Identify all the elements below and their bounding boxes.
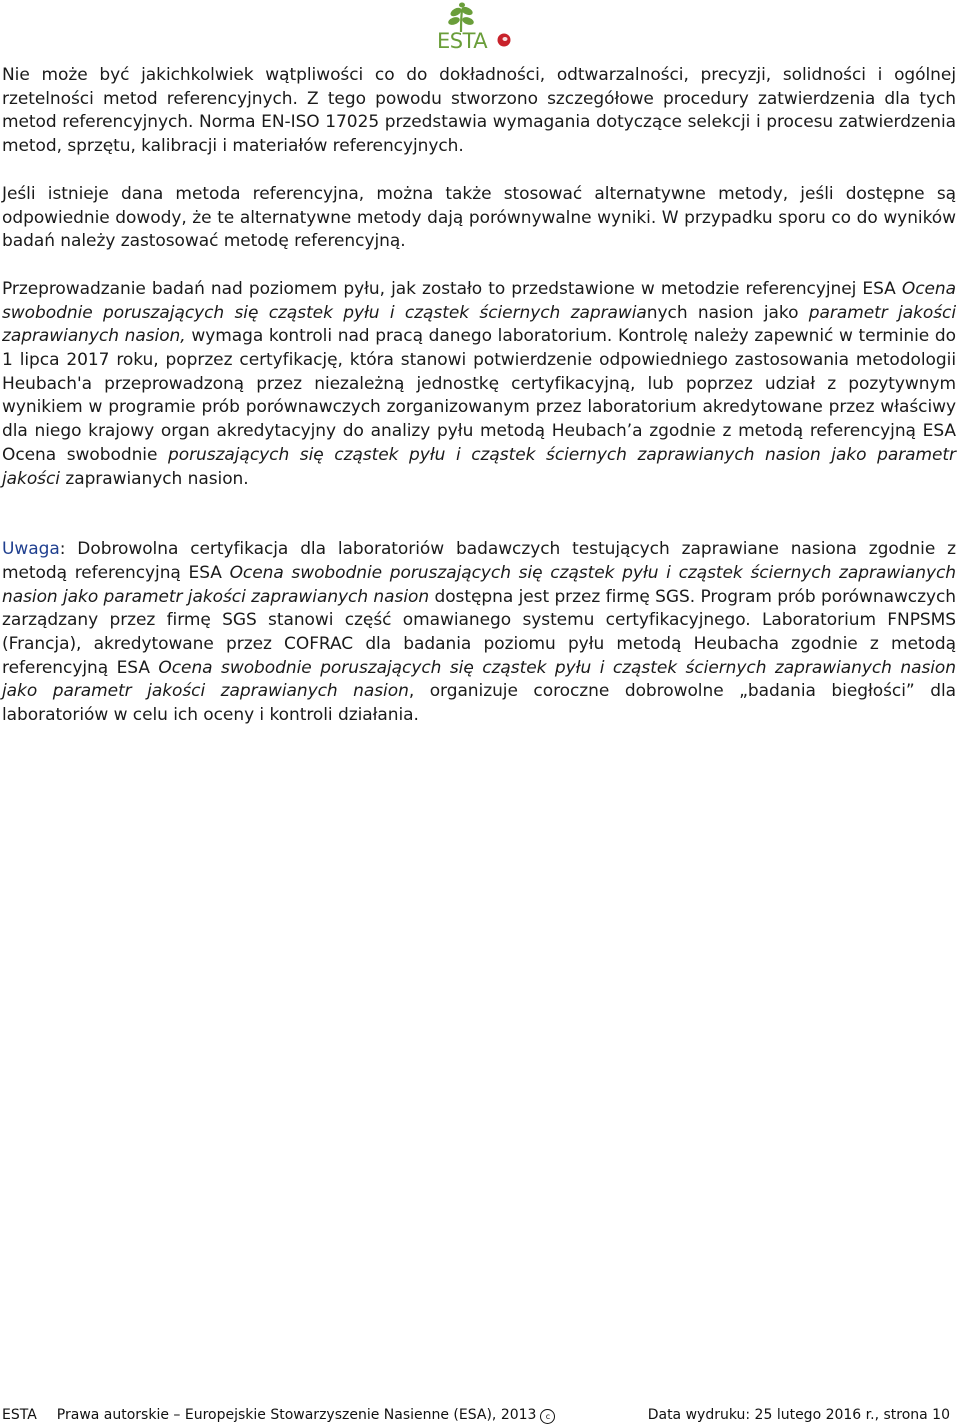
p3-italic-3: poruszających się cząstek pyłu i cząstek ściernych zaprawianych nasion jako parametr jakości — [2, 444, 956, 489]
p3-italic-1: Ocena swobodnie poruszających się cząstek pyłu i cząstek ściernych zaprawia — [2, 278, 956, 323]
note-text-2: dostępna jest przez firmę SGS. Program prób porównawczych zarządzany przez firmę SGS stanowi część omawianego systemu certyfikacyjnego. Laboratorium FNPSMS (Francja), akredytowane przez COFRAC dla badania poziomu pyłu metodą Heubacha zgodnie z metodą referencyjną ESA — [2, 586, 957, 678]
p3-italic-2: parametr jakości zaprawianych nasion, — [2, 302, 956, 347]
note-italic-1: Ocena swobodnie poruszających się cząstek pyłu i cząstek ściernych zaprawianych nasion jako parametr jakości zaprawianych nasion — [2, 562, 956, 607]
p3-text-2: nych nasion jako — [646, 302, 809, 323]
paragraph-note — [2, 538, 956, 728]
esta-logo-graphic — [431, 2, 517, 56]
document-body — [2, 64, 956, 728]
paragraph-1: Nie może być jakichkolwiek wątpliwości co do dokładności, odtwarzalności, precyzji, solidności i ogólnej rzetelności metod referencyjnych. Z tego powodu stworzono szczegółowe procedury zatwierdzenia dla tych metod referencyjnych. Norma EN-ISO 17025 przedstawia wymagania dotyczące selekcji i procesu zatwierdzenia metod, sprzętu, kalibracji i materiałów referencyjnych. — [2, 65, 956, 157]
p3-text-3: wymaga kontroli nad pracą danego laboratorium. Kontrolę należy zapewnić w terminie do 1 lipca 2017 roku, poprzez certyfikację, która stanowi potwierdzenie odpowiedniego zastosowania metodologii Heubach'a przeprowadzoną przez niezależną jednostkę certyfikacyjną, lub poprzez udział z pozytywnym wynikiem w programie prób porównawczych zorganizowanym przez laboratorium akredytowane przez właściwy dla niego krajowy organ akredytacyjny do analizy pyłu metodą Heubach’a zgodnie z metodą referencyjną ESA Ocena swobodnie — [2, 326, 956, 465]
p3-text-1: Przeprowadzanie badań nad poziomem pyłu, jak zostało to przedstawione w metodzie referencyjnej ESA — [2, 278, 902, 299]
copyright-icon: c — [540, 1409, 555, 1424]
paragraph-2: Jeśli istnieje dana metoda referencyjna, można także stosować alternatywne metody, jeśli dostępne są odpowiednie dowody, że te alternatywne metody dają porównywalne wyniki. W przypadku sporu co do wyników badań należy zastosować metodę referencyjną. — [2, 183, 956, 252]
esta-logo — [431, 2, 517, 56]
page-footer — [2, 1406, 956, 1424]
note-text-3: , organizuje coroczne dobrowolne „badania biegłości” dla laboratoriów w celu ich oceny i kontroli działania. — [2, 681, 956, 726]
note-text-1: : Dobrowolna certyfikacja dla laboratoriów badawczych testujących zaprawiane nasiona zgodnie z metodą referencyjną ESA — [2, 539, 956, 583]
paragraph-3 — [2, 278, 956, 491]
footer-left — [2, 1406, 555, 1424]
footer-org: ESTA — [2, 1407, 37, 1423]
logo-text: ESTA — [437, 29, 488, 53]
footer-copyright: Prawa autorskie – Europejskie Stowarzyszenie Nasienne (ESA), 2013 — [56, 1407, 537, 1423]
footer-print-date: Data wydruku: 25 lutego 2016 r., strona 10 — [647, 1407, 950, 1423]
p3-text-4: zaprawianych nasion. — [59, 468, 249, 489]
note-italic-2: Ocena swobodnie poruszających się cząstek pyłu i cząstek ściernych zaprawianych nasion jako parametr jakości zaprawianych nasion — [2, 657, 957, 702]
note-label: Uwaga — [2, 539, 60, 560]
